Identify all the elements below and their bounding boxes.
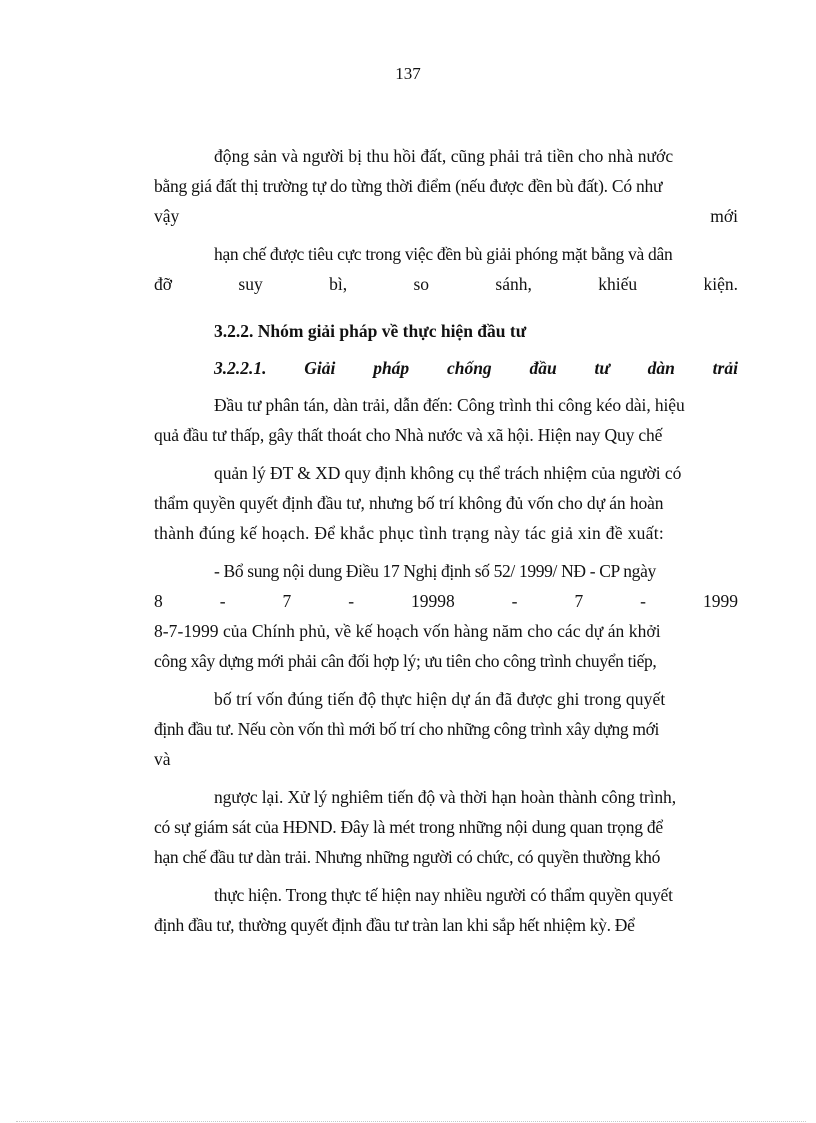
text-line: - Bổ sung nội dung Điều 17 Nghị định số 52/ 1999/ NĐ - CP ngày <box>214 561 656 581</box>
word: 7 <box>574 591 584 611</box>
word: suy <box>238 274 263 294</box>
text-line: thẩm quyền quyết định đầu tư, nhưng bố trí không đủ vốn cho dự án hoàn <box>154 493 664 513</box>
text-line: định đầu tư, thường quyết định đầu tư tràn lan khi sắp hết nhiệm kỳ. Để <box>154 915 635 935</box>
subsection-heading <box>214 357 738 379</box>
text-line <box>154 590 738 612</box>
text-line: có sự giám sát của HĐND. Đây là mét trong những nội dung quan trọng để <box>154 817 663 837</box>
word: đỡ <box>154 274 173 294</box>
word: 7 <box>282 591 292 611</box>
word: kiện. <box>703 274 738 294</box>
text-line: ngược lại. Xử lý nghiêm tiến độ và thời hạn hoàn thành công trình, <box>214 787 676 807</box>
word: - <box>348 591 355 611</box>
word: trải <box>712 358 738 378</box>
word: 3.2.2.1. <box>214 358 267 378</box>
text-line: thực hiện. Trong thực tế hiện nay nhiều người có thẩm quyền quyết <box>214 885 673 905</box>
text-line: bằng giá đất thị trường tự do từng thời điểm (nếu được đền bù đất). Có như <box>154 176 663 196</box>
word: pháp <box>373 358 410 378</box>
text-line: công xây dựng mới phải cân đối hợp lý; ưu tiên cho công trình chuyển tiếp, <box>154 651 657 671</box>
section-heading: 3.2.2. Nhóm giải pháp về thực hiện đầu tư <box>214 321 527 341</box>
text-line: động sản và người bị thu hồi đất, cũng phải trả tiền cho nhà nước <box>214 146 674 166</box>
word: vậy <box>154 206 180 226</box>
word: 19998 <box>410 591 455 611</box>
word: - <box>219 591 226 611</box>
word: 1999 <box>702 591 738 611</box>
word: sánh, <box>495 274 532 294</box>
word: - <box>511 591 518 611</box>
word: tư <box>594 358 610 378</box>
text-line: quản lý ĐT & XD quy định không cụ thể trách nhiệm của người có <box>214 463 682 483</box>
word: chống <box>446 358 492 378</box>
word: so <box>413 274 430 294</box>
word: mới <box>710 206 738 226</box>
text-line <box>154 205 738 227</box>
text-line: bố trí vốn đúng tiến độ thực hiện dự án đã được ghi trong quyết <box>214 689 666 709</box>
text-line: thành đúng kế hoạch. Để khắc phục tình trạng này tác giả xin đề xuất: <box>154 523 665 543</box>
word: bì, <box>329 274 348 294</box>
word: khiếu <box>598 274 638 294</box>
page-bottom-rule <box>16 1121 806 1122</box>
text-line: và <box>154 749 171 769</box>
word: 8 <box>154 591 163 611</box>
text-line <box>154 273 738 295</box>
text-line: Đầu tư phân tán, dàn trải, dẫn đến: Công trình thi công kéo dài, hiệu <box>214 395 685 415</box>
word: đầu <box>529 358 557 378</box>
page-number: 137 <box>395 64 421 83</box>
word: dàn <box>647 358 675 378</box>
text-line: 8-7-1999 của Chính phủ, về kế hoạch vốn hàng năm cho các dự án khởi <box>154 621 661 641</box>
text-line: hạn chế đầu tư dàn trải. Nhưng những người có chức, có quyền thường khó <box>154 847 661 867</box>
text-line: định đầu tư. Nếu còn vốn thì mới bố trí cho những công trình xây dựng mới <box>154 719 660 739</box>
word: - <box>640 591 646 611</box>
text-line: quả đầu tư thấp, gây thất thoát cho Nhà nước và xã hội. Hiện nay Quy chế <box>154 425 663 445</box>
text-line: hạn chế được tiêu cực trong việc đền bù giải phóng mặt bằng và dân <box>214 244 673 264</box>
word: Giải <box>304 358 336 378</box>
